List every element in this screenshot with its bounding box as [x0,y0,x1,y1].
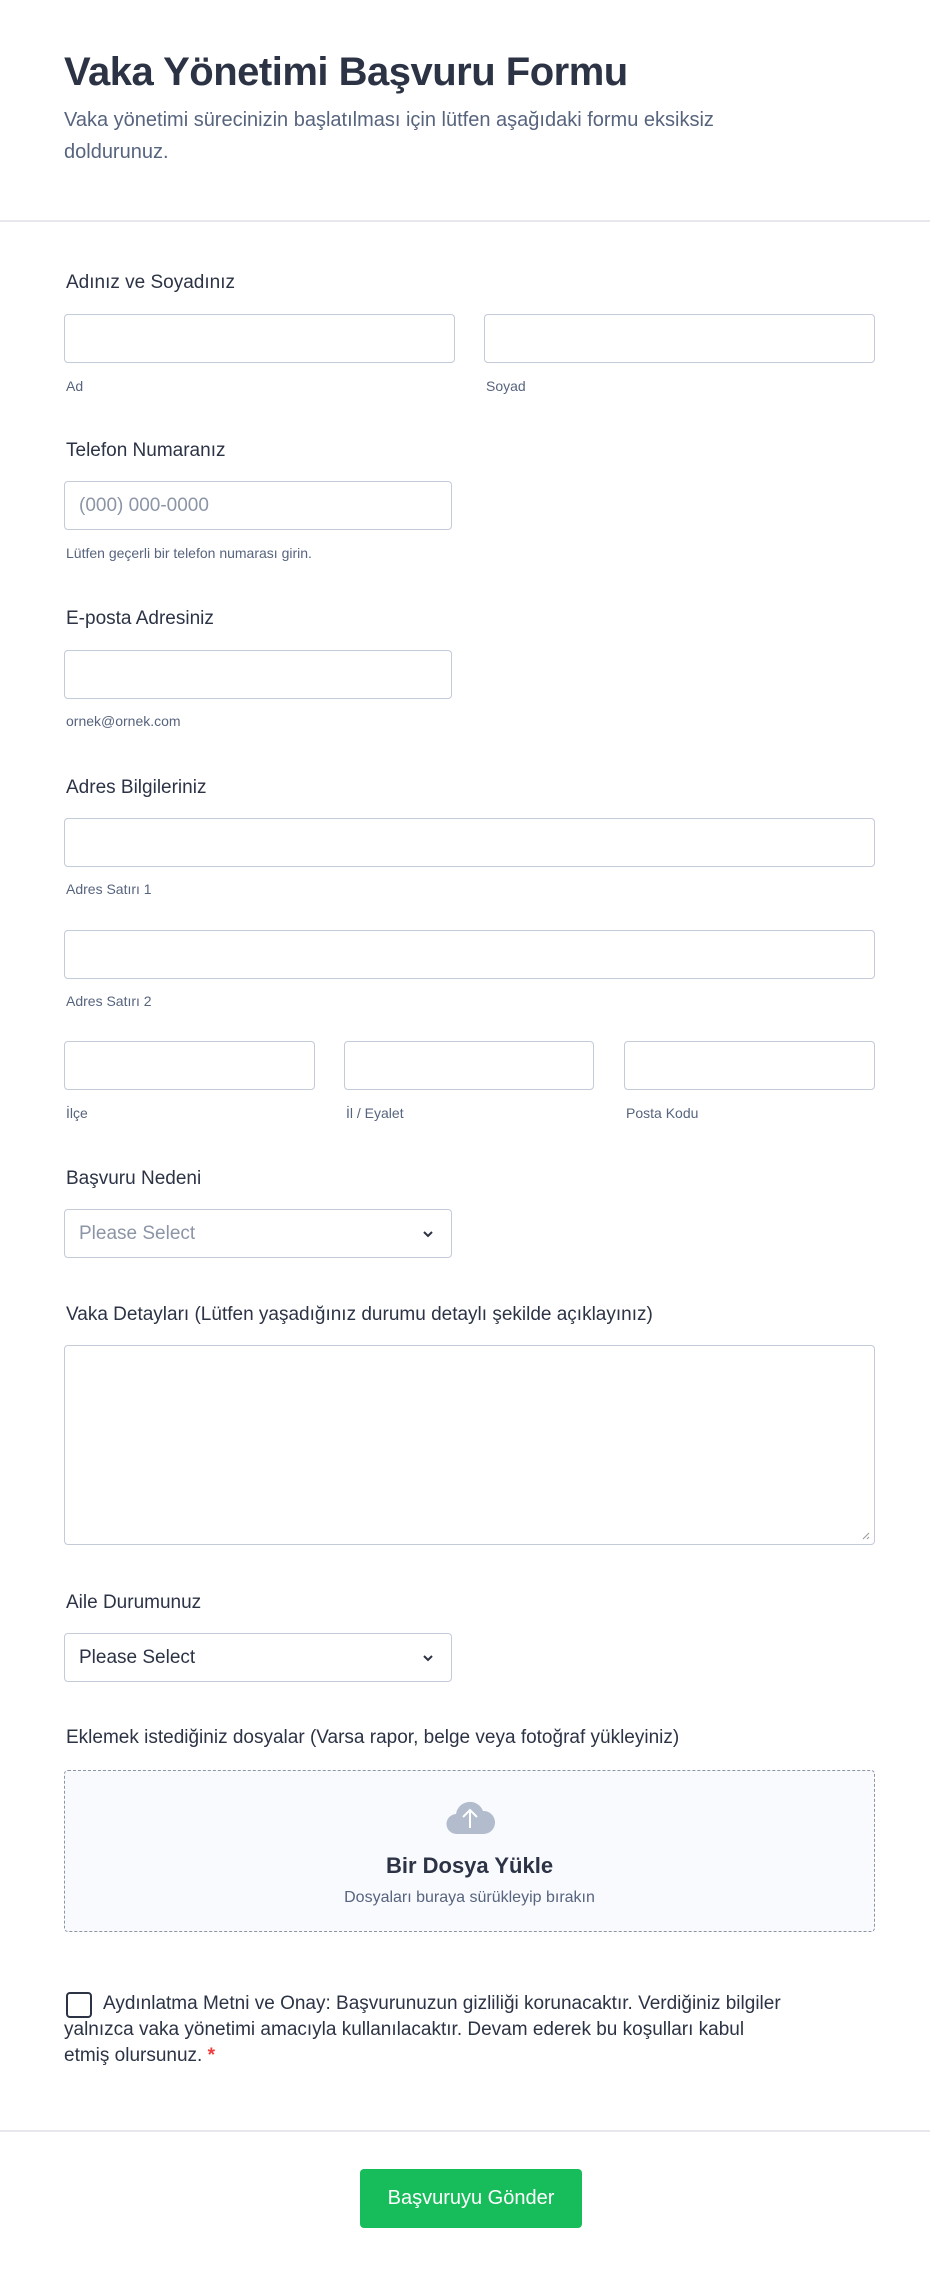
required-asterisk: * [207,2045,216,2066]
phone-helper: Lütfen geçerli bir telefon numarası girin. [66,545,312,561]
postal-code-input[interactable] [624,1041,875,1090]
email-input[interactable] [64,650,452,699]
consent-text: Aydınlatma Metni ve Onay: Başvurunuzun gizliliği korunacaktır. Verdiğiniz bilgiler yalnızca vaka yönetimi amacıyla kullanılacaktır. Devam ederek bu koşulları kabul etmiş olursunuz. [64,1993,781,2066]
address-line2-sublabel: Adres Satırı 2 [66,993,152,1009]
family-label: Aile Durumunuz [66,1592,202,1613]
divider [0,2130,930,2132]
email-helper: ornek@ornek.com [66,713,181,729]
phone-label: Telefon Numaranız [66,440,226,461]
submit-button[interactable]: Başvuruyu Gönder [360,2169,582,2228]
name-label: Adınız ve Soyadınız [66,272,235,293]
address-line1-input[interactable] [64,818,875,867]
last-name-sublabel: Soyad [486,378,526,394]
phone-placeholder: (000) 000-0000 [79,495,209,516]
district-sublabel: İlçe [66,1105,88,1121]
reason-label: Başvuru Nedeni [66,1168,202,1189]
family-select-value: Please Select [79,1647,196,1668]
chevron-down-icon [419,1649,437,1667]
resize-handle-icon[interactable] [860,1530,870,1540]
page-title: Vaka Yönetimi Başvuru Formu [64,50,628,94]
divider [0,220,930,222]
page-subtitle: Vaka yönetimi sürecinizin başlatılması için lütfen aşağıdaki formu eksiksiz doldurunuz. [64,109,714,163]
address-line1-sublabel: Adres Satırı 1 [66,881,152,897]
address-line2-input[interactable] [64,930,875,979]
file-dropzone[interactable] [64,1770,875,1932]
province-input[interactable] [344,1041,594,1090]
details-label: Vaka Detayları (Lütfen yaşadığınız durumu detaylı şekilde açıklayınız) [66,1304,653,1325]
family-select[interactable] [64,1633,452,1682]
district-input[interactable] [64,1041,315,1090]
consent-text-wrap [64,1991,794,2069]
last-name-input[interactable] [484,314,875,363]
upload-label: Eklemek istediğiniz dosyalar (Varsa rapor, belge veya fotoğraf yükleyiniz) [66,1727,680,1748]
reason-select[interactable] [64,1209,452,1258]
address-label: Adres Bilgileriniz [66,777,207,798]
phone-input[interactable] [64,481,452,530]
postal-code-sublabel: Posta Kodu [626,1105,699,1121]
first-name-input[interactable] [64,314,455,363]
province-sublabel: İl / Eyalet [346,1105,404,1121]
upload-hint: Dosyaları buraya sürükleyip bırakın [344,1889,595,1906]
details-textarea[interactable] [64,1345,875,1545]
upload-title: Bir Dosya Yükle [385,1853,554,1878]
first-name-sublabel: Ad [66,378,84,394]
chevron-down-icon [419,1225,437,1243]
email-label: E-posta Adresiniz [66,608,214,629]
reason-select-value: Please Select [79,1223,196,1244]
cloud-upload-icon [445,1796,495,1836]
